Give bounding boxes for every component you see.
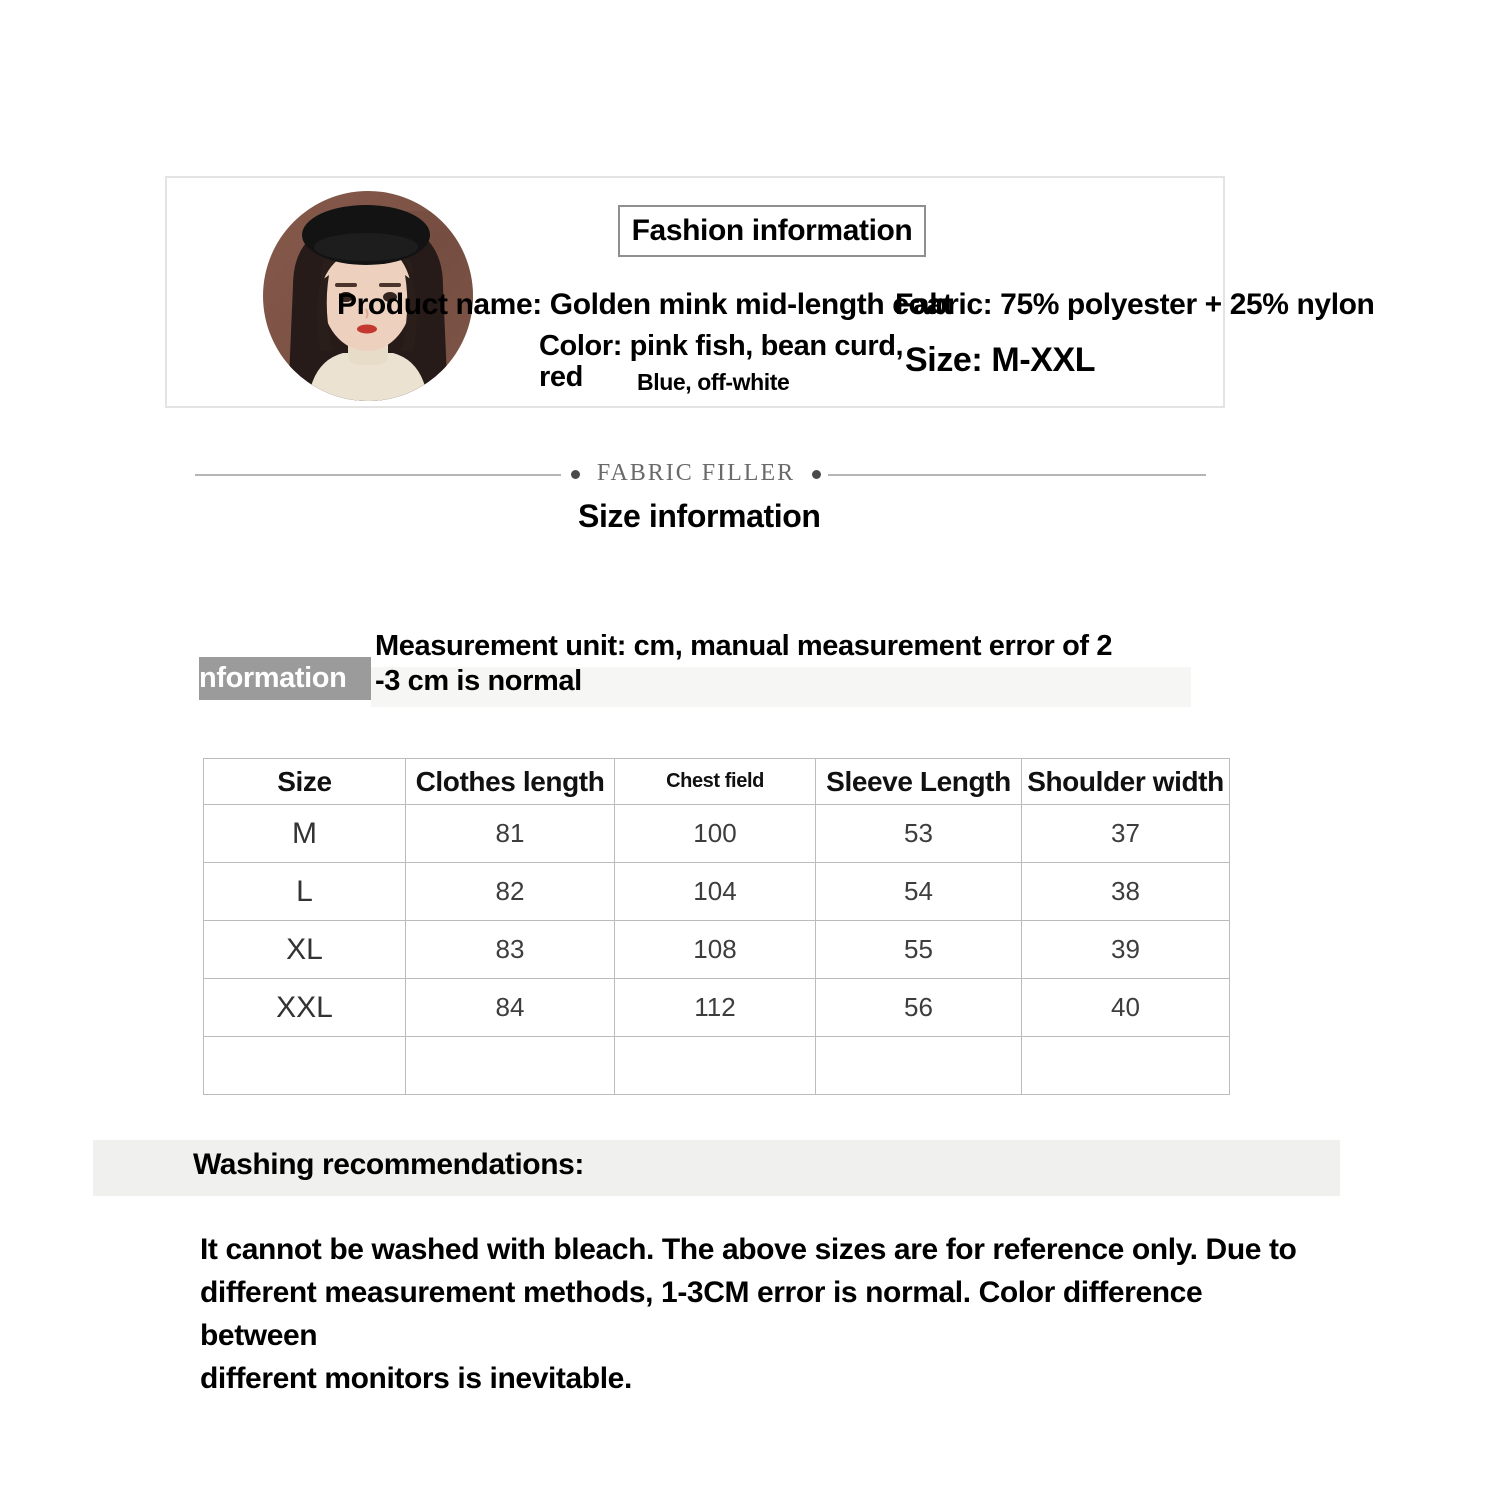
fashion-information-title: Fashion information <box>631 214 913 247</box>
col-header-chest-field: Chest field <box>615 759 816 805</box>
fabric-text: Fabric: 75% polyester + 25% nylon <box>895 288 1375 321</box>
cell-value <box>406 1037 615 1095</box>
cell-value: 56 <box>816 979 1022 1037</box>
cell-size: M <box>204 805 406 863</box>
measurement-note-line1: Measurement unit: cm, manual measurement error of 2 <box>375 630 1113 662</box>
cell-value: 37 <box>1022 805 1230 863</box>
cell-size: XL <box>204 921 406 979</box>
table-row <box>204 921 1230 979</box>
cell-value: 53 <box>816 805 1022 863</box>
cell-size <box>204 1037 406 1095</box>
col-header-clothes-length: Clothes length <box>406 759 615 805</box>
color-text-line3: Blue, off-white <box>637 369 790 395</box>
cell-value: 112 <box>615 979 816 1037</box>
cell-value: 108 <box>615 921 816 979</box>
cell-value: 104 <box>615 863 816 921</box>
col-header-shoulder-width: Shoulder width <box>1022 759 1230 805</box>
table-row <box>204 863 1230 921</box>
size-table-header-row <box>204 759 1230 805</box>
size-range-text: Size: M-XXL <box>905 341 1096 379</box>
color-text-line1: Color: pink fish, bean curd, <box>539 330 904 362</box>
divider-line-left <box>195 474 561 476</box>
table-row <box>204 805 1230 863</box>
washing-recommendations-body <box>200 1228 1300 1400</box>
size-information-heading: Size information <box>578 498 821 534</box>
cell-value: 38 <box>1022 863 1230 921</box>
cell-value <box>1022 1037 1230 1095</box>
cell-value: 100 <box>615 805 816 863</box>
information-side-label: nformation <box>199 657 371 700</box>
divider-line-right <box>828 474 1206 476</box>
col-header-sleeve-length: Sleeve Length <box>816 759 1022 805</box>
col-header-size: Size <box>204 759 406 805</box>
washing-body-line1: It cannot be washed with bleach. The above sizes are for reference only. Due to <box>200 1233 1297 1266</box>
product-name-text: Product name: Golden mink mid-length coat <box>337 288 953 321</box>
table-row-empty <box>204 1037 1230 1095</box>
fabric-filler-label: FABRIC FILLER <box>596 460 796 486</box>
table-row <box>204 979 1230 1037</box>
washing-body-line2: different measurement methods, 1-3CM error is normal. Color difference between <box>200 1276 1203 1352</box>
color-text-line2: red <box>539 361 583 393</box>
cell-value: 81 <box>406 805 615 863</box>
cell-value: 54 <box>816 863 1022 921</box>
divider-dot-left <box>571 470 580 479</box>
measurement-note-line2: -3 cm is normal <box>375 665 582 697</box>
cell-value: 84 <box>406 979 615 1037</box>
cell-value: 55 <box>816 921 1022 979</box>
fashion-information-title-box <box>618 205 926 257</box>
cell-value <box>816 1037 1022 1095</box>
size-table <box>203 758 1230 1095</box>
cell-value <box>615 1037 816 1095</box>
cell-size: XXL <box>204 979 406 1037</box>
cell-value: 82 <box>406 863 615 921</box>
cell-value: 40 <box>1022 979 1230 1037</box>
washing-recommendations-title: Washing recommendations: <box>193 1148 585 1181</box>
cell-value: 83 <box>406 921 615 979</box>
divider-dot-right <box>812 470 821 479</box>
washing-body-line3: different monitors is inevitable. <box>200 1362 632 1395</box>
cell-value: 39 <box>1022 921 1230 979</box>
cell-size: L <box>204 863 406 921</box>
